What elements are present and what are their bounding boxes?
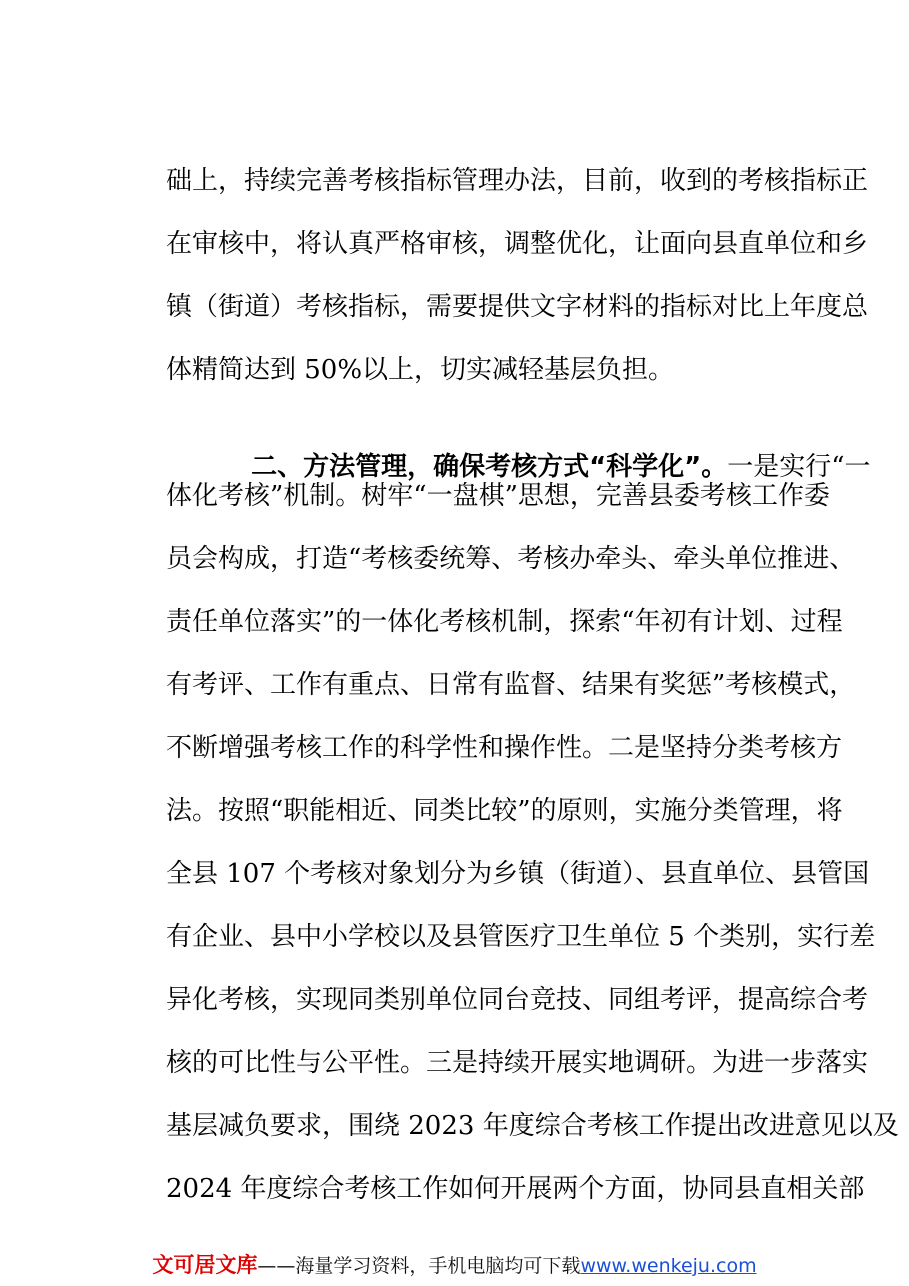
footer-link[interactable]: www.wenkeju.com xyxy=(580,1255,757,1277)
body-text-line: 体化考核”机制。树牢“一盘棋”思想，完善县委考核工作委 xyxy=(166,481,830,511)
body-text-line: 全县 107 个考核对象划分为乡镇（街道）、县直单位、县管国 xyxy=(166,859,870,889)
body-text-line: 异化考核，实现同类别单位同台竞技、同组考评，提高综合考 xyxy=(166,985,869,1015)
body-text-line: 责任单位落实”的一体化考核机制，探索“年初有计划、过程 xyxy=(166,607,843,637)
body-text-line: 体精简达到 50%以上，切实减轻基层负担。 xyxy=(166,355,675,385)
body-text-line: 核的可比性与公平性。三是持续开展实地调研。为进一步落实 xyxy=(166,1048,869,1078)
footer-banner xyxy=(0,1250,909,1281)
body-text-line: 镇（街道）考核指标，需要提供文字材料的指标对比上年度总 xyxy=(166,292,869,322)
body-text-line: 2024 年度综合考核工作如何开展两个方面，协同县直相关部 xyxy=(166,1174,865,1204)
body-text-line: 在审核中，将认真严格审核，调整优化，让面向县直单位和乡 xyxy=(166,229,869,259)
body-text-line: 法。按照“职能相近、同类比较”的原则，实施分类管理，将 xyxy=(166,796,843,826)
body-text-inline: 一是实行“一 xyxy=(727,452,871,482)
body-text-line: 础上，持续完善考核指标管理办法，目前，收到的考核指标正 xyxy=(166,166,869,196)
body-text-line: 有考评、工作有重点、日常有监督、结果有奖惩”考核模式， xyxy=(166,670,856,700)
footer-slogan: ——海量学习资料，手机电脑均可下载 xyxy=(257,1255,581,1277)
body-text-line: 不断增强考核工作的科学性和操作性。二是坚持分类考核方 xyxy=(166,733,843,763)
body-text-line: 基层减负要求，围绕 2023 年度综合考核工作提出改进意见以及 xyxy=(166,1111,899,1141)
footer-brand: 文可居文库 xyxy=(152,1253,258,1277)
body-text-line: 员会构成，打造“考核委统筹、考核办牵头、牵头单位推进、 xyxy=(166,544,856,574)
body-text-line: 有企业、县中小学校以及县管医疗卫生单位 5 个类别，实行差 xyxy=(166,922,876,952)
section-heading: 二、方法管理，确保考核方式“科学化”。 xyxy=(251,452,728,482)
